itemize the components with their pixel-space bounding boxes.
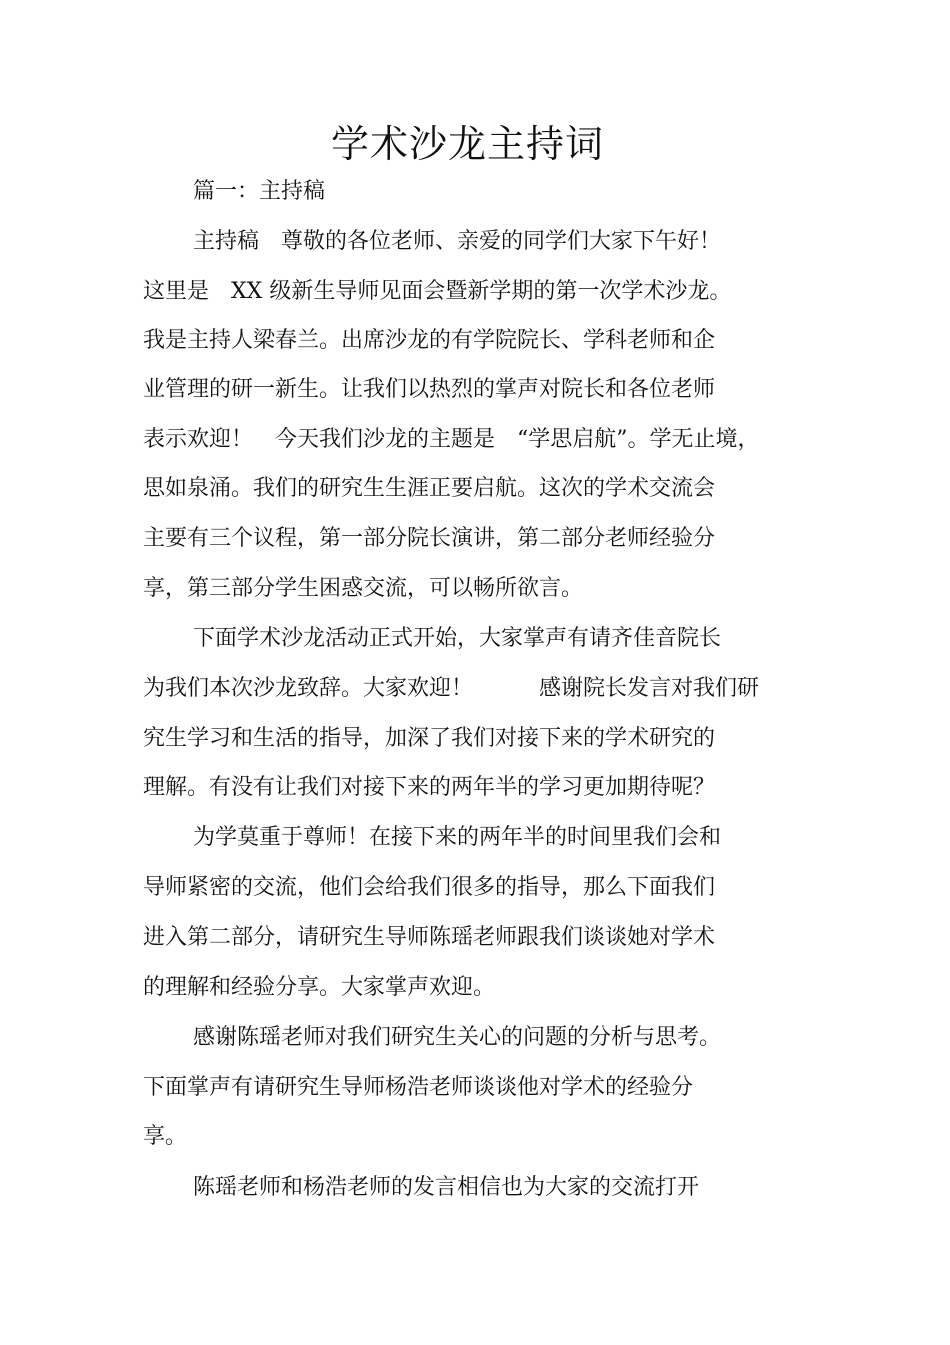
paragraph-line: 我是主持人梁春兰。出席沙龙的有学院院长、学科老师和企 bbox=[143, 328, 716, 353]
paragraph-line: 主持稿 尊敬的各位老师、亲爱的同学们大家下午好！ bbox=[193, 229, 722, 254]
document-title: 学术沙龙主持词 bbox=[330, 122, 604, 166]
section-heading: 篇一：主持稿 bbox=[193, 179, 326, 204]
paragraph-line: 享。 bbox=[143, 1124, 188, 1149]
paragraph-line: 究生学习和生活的指导，加深了我们对接下来的学术研究的 bbox=[143, 726, 716, 751]
paragraph-line: 思如泉涌。我们的研究生生涯正要启航。这次的学术交流会 bbox=[143, 476, 716, 501]
paragraph-line: 为学莫重于尊师！在接下来的两年半的时间里我们会和 bbox=[193, 825, 722, 850]
paragraph-line: 的理解和经验分享。大家掌声欢迎。 bbox=[143, 975, 496, 1000]
paragraph-line: 导师紧密的交流，他们会给我们很多的指导，那么下面我们 bbox=[143, 875, 716, 900]
paragraph-line: 感谢陈瑶老师对我们研究生关心的问题的分析与思考。 bbox=[193, 1025, 722, 1050]
paragraph-line: 享，第三部分学生困惑交流，可以畅所欲言。 bbox=[143, 576, 584, 601]
paragraph-line: 主要有三个议程，第一部分院长演讲，第二部分老师经验分 bbox=[143, 526, 716, 551]
paragraph-line: 业管理的研一新生。让我们以热烈的掌声对院长和各位老师 bbox=[143, 377, 716, 402]
paragraph-line: 陈瑶老师和杨浩老师的发言相信也为大家的交流打开 bbox=[193, 1175, 700, 1200]
paragraph-line: 理解。有没有让我们对接下来的两年半的学习更加期待呢？ bbox=[143, 775, 716, 800]
paragraph-line: 为我们本次沙龙致辞。大家欢迎！ 感谢院长发言对我们研 bbox=[143, 676, 760, 701]
paragraph-line: 下面掌声有请研究生导师杨浩老师谈谈他对学术的经验分 bbox=[143, 1075, 694, 1100]
paragraph-line: 下面学术沙龙活动正式开始，大家掌声有请齐佳音院长 bbox=[193, 626, 722, 651]
paragraph-line: 进入第二部分，请研究生导师陈瑶老师跟我们谈谈她对学术 bbox=[143, 925, 716, 950]
paragraph-line: 表示欢迎！ 今天我们沙龙的主题是 “学思启航”。学无止境， bbox=[143, 427, 760, 452]
paragraph-line: 这里是 XX 级新生导师见面会暨新学期的第一次学术沙龙。 bbox=[143, 279, 732, 304]
